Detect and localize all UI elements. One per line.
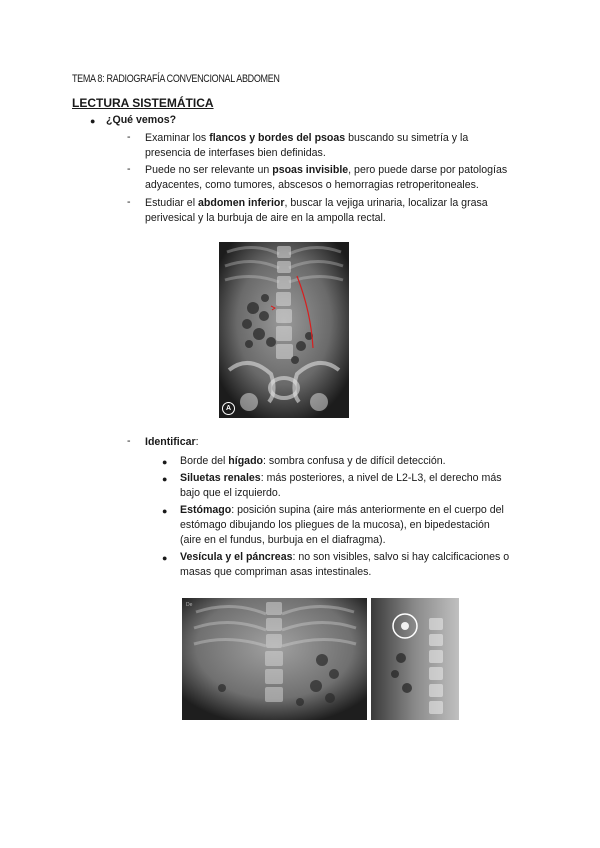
- supine-abdomen-xray: [182, 598, 367, 720]
- identificar-item-4: Vesícula y el páncreas: no son visibles, salvo si hay calcificaciones o masas que compriman asas intestinales.: [180, 551, 510, 578]
- dash-marker: -: [127, 435, 131, 447]
- bullet-dot: ●: [162, 506, 168, 516]
- abdominal-xray-image: [219, 242, 349, 418]
- lateral-xray: [371, 598, 459, 720]
- bullet-dot: ●: [90, 116, 96, 126]
- que-vemos-item-3: Estudiar el abdomen inferior, buscar la vejiga urinaria, localizar la grasa perivesical y la burbuja de aire en la ampolla rectal.: [145, 197, 488, 224]
- identificar-item-3: Estómago: posición supina (aire más anteriormente en el cuerpo del estómago dibujando los pliegues de la mucosa), en bipedestación (aire en el fundus, burbuja en el diafragma).: [180, 504, 504, 546]
- image-label-badge: A: [222, 402, 235, 415]
- que-vemos-item-1: Examinar los flancos y bordes del psoas buscando su simetría y la presencia de interfases bien definidas.: [145, 132, 469, 159]
- que-vemos-item-2: Puede no ser relevante un psoas invisible, pero puede darse por patologías adyacentes, como tumores, abscesos o hemorragias retroperitoneales.: [145, 164, 508, 191]
- identificar-item-2: Siluetas renales: más posteriores, a nivel de L2-L3, el derecho más bajo que el izquierdo.: [180, 472, 502, 499]
- section-title: LECTURA SISTEMÁTICA: [72, 96, 214, 110]
- page-header: TEMA 8: RADIOGRAFÍA CONVENCIONAL ABDOMEN: [72, 73, 280, 85]
- bullet-dot: ●: [162, 553, 168, 563]
- bullet-dot: ●: [162, 457, 168, 467]
- identificar-label: Identificar:: [145, 436, 199, 448]
- bullet-dot: ●: [162, 474, 168, 484]
- dash-marker: -: [127, 163, 131, 175]
- svg-text:De: De: [186, 602, 193, 608]
- que-vemos-label: ¿Qué vemos?: [106, 114, 177, 126]
- dash-marker: -: [127, 196, 131, 208]
- dash-marker: -: [127, 131, 131, 143]
- identificar-item-1: Borde del hígado: sombra confusa y de difícil detección.: [180, 455, 446, 467]
